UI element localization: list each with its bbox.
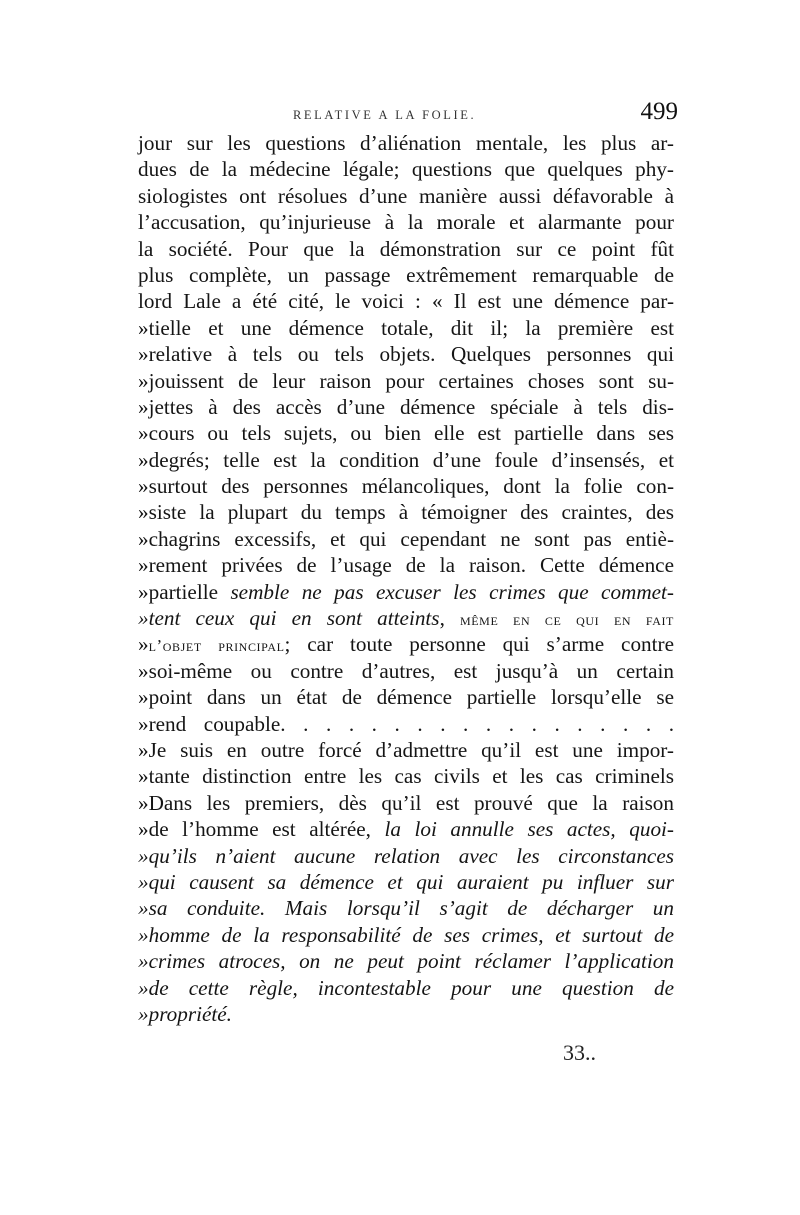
text-line: l’accusation, qu’injurieuse à la morale et alarmante pour (138, 210, 674, 235)
italic-line: »qui causent sa démence et qui auraient pu influer sur (138, 869, 674, 894)
text-line (138, 579, 674, 605)
text-line: »point dans un état de démence partielle lorsqu’elle se (138, 685, 674, 710)
text-line (138, 816, 674, 842)
small-caps-run: l’objet principal (148, 636, 285, 656)
text-line: »cours ou tels sujets, ou bien elle est partielle dans ses (138, 421, 674, 446)
italic-line: »sa conduite. Mais lorsqu’il s’agit de décharger un (138, 896, 674, 921)
text-line: la société. Pour que la démonstration sur ce point fût (138, 236, 674, 261)
text-line: »surtout des personnes mélancoliques, dont la folie con- (138, 474, 674, 499)
text-line: plus complète, un passage extrêmement remarquable de (138, 262, 674, 287)
text-line: jour sur les questions d’aliénation mentale, les plus ar- (138, 131, 674, 155)
body-text (138, 130, 674, 1027)
signature-mark: 33.. (563, 1040, 596, 1065)
italic-line: »de cette règle, incontestable pour une question de (138, 975, 674, 1000)
italic-line: »homme de la responsabilité de ses crimes, et surtout de (138, 922, 674, 947)
text-line (138, 605, 674, 631)
text-line: »chagrins excessifs, et qui cependant ne sont pas entiè- (138, 526, 674, 551)
text-line: dues de la médecine légale; questions que quelques phy- (138, 157, 674, 182)
text-run: »de l’homme est altérée, (138, 817, 385, 842)
italic-line: »qu’ils n’aient aucune relation avec les circonstances (138, 843, 674, 868)
small-caps-run: même en ce qui en fait (459, 610, 674, 630)
text-line (138, 631, 674, 657)
text-line: »rement privées de l’usage de la raison. Cette démence (138, 553, 674, 578)
text-line: »degrés; telle est la condition d’une foule d’insensés, et (138, 447, 674, 472)
page-number: 499 (640, 98, 678, 125)
text-run: »partielle (138, 579, 231, 604)
italic-run: semble ne pas excuser les crimes que commet- (230, 579, 674, 604)
text-line: »jettes à des accès d’une démence spéciale à tels dis- (138, 394, 674, 419)
italic-line: »propriété. (138, 1001, 232, 1026)
text-line: lord Lale a été cité, le voici : « Il est une démence par- (138, 289, 674, 314)
text-line: »rend coupable. . . . . . . . . . . . . . . . . . (138, 711, 674, 736)
text-run: » (138, 632, 149, 657)
text-run: ; car toute personne qui s’arme contre (284, 632, 674, 657)
text-line: »jouissent de leur raison pour certaines choses sont su- (138, 368, 674, 393)
text-line: »tante distinction entre les cas civils et les cas criminels (138, 764, 674, 789)
text-line: »soi-même ou contre d’autres, est jusqu’à un certain (138, 658, 674, 683)
text-run: , (439, 606, 460, 631)
text-line: »relative à tels ou tels objets. Quelques personnes qui (138, 342, 674, 367)
text-line: »Dans les premiers, dès qu’il est prouvé que la raison (138, 790, 674, 815)
running-title: RELATIVE A LA FOLIE. (293, 108, 477, 122)
running-head (138, 100, 678, 130)
italic-run: la loi annulle ses actes, quoi- (384, 817, 674, 842)
italic-run: »tent ceux qui en sont atteints (138, 606, 440, 631)
italic-line: »crimes atroces, on ne peut point réclamer l’application (138, 949, 674, 974)
text-line: »Je suis en outre forcé d’admettre qu’il est une impor- (138, 737, 674, 762)
text-line: »siste la plupart du temps à témoigner des craintes, des (138, 500, 674, 525)
text-line: »tielle et une démence totale, dit il; la première est (138, 315, 674, 340)
text-line: siologistes ont résolues d’une manière aussi défavorable à (138, 183, 674, 208)
